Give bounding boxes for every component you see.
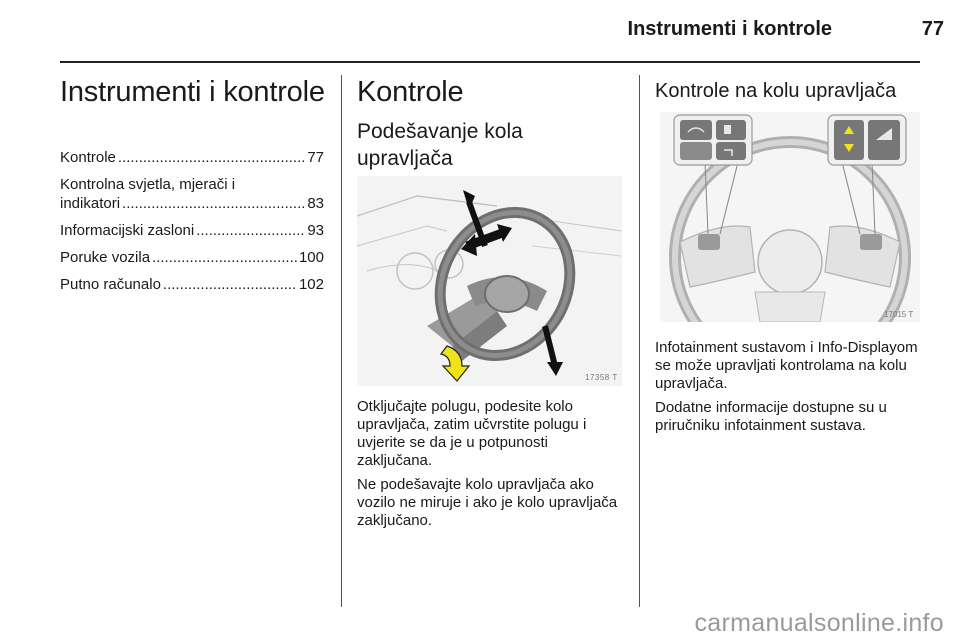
toc-entry[interactable] — [60, 248, 324, 267]
toc-page: 77 — [307, 149, 324, 166]
running-header-title: Instrumenti i kontrole — [627, 18, 832, 40]
body-paragraph: Dodatne informacije dostupne su u priručniku infotainment sustava. — [655, 399, 887, 434]
table-of-contents — [60, 148, 324, 302]
toc-leader — [122, 194, 305, 213]
toc-page: 93 — [307, 222, 324, 239]
wheel-controls-text — [655, 339, 925, 441]
section-title: Kontrole — [357, 76, 464, 108]
column-divider — [639, 75, 640, 607]
toc-leader — [196, 221, 305, 240]
toc-page: 102 — [298, 276, 324, 293]
toc-page: 83 — [307, 195, 324, 212]
toc-entry[interactable] — [60, 175, 324, 213]
steering-adjust-text — [357, 398, 627, 536]
subsection-title — [357, 118, 627, 172]
subsection-title-line: upravljača — [357, 147, 453, 170]
toc-leader — [118, 148, 305, 167]
steering-adjust-illustration — [357, 176, 622, 386]
toc-entry[interactable] — [60, 275, 324, 294]
toc-label: indikatori — [60, 195, 121, 212]
page-number: 77 — [921, 18, 944, 40]
wheel-controls-illustration — [660, 112, 920, 322]
toc-leader — [163, 275, 297, 294]
toc-leader — [152, 248, 297, 267]
column-divider — [341, 75, 342, 607]
body-paragraph: Infotainment sustavom i Info-Displayom se može upravljati kontrolama na kolu upravljača. — [655, 339, 918, 392]
wheel-controls-figure — [660, 112, 920, 322]
subsection-title-line: Podešavanje kola — [357, 120, 523, 143]
figure-code: 17015 T — [884, 310, 914, 319]
toc-label: Putno računalo — [60, 276, 161, 293]
chapter-title: Instrumenti i kontrole — [60, 76, 325, 108]
body-paragraph: Ne podešavajte kolo upravljača ako vozilo ne miruje i ako je kolo upravljača zaključano. — [357, 476, 618, 529]
steering-adjust-figure — [357, 176, 622, 386]
toc-entry[interactable] — [60, 148, 324, 167]
toc-entry[interactable] — [60, 221, 324, 240]
section-title: Kontrole na kolu upravljača — [655, 80, 897, 102]
toc-label-line1: Kontrolna svjetla, mjerači i — [60, 176, 236, 193]
header-rule — [60, 61, 920, 63]
figure-code: 17358 T — [585, 373, 618, 382]
toc-label: Poruke vozila — [60, 249, 151, 266]
toc-label: Informacijski zasloni — [60, 222, 195, 239]
watermark: carmanualsonline.info — [694, 609, 944, 637]
toc-page: 100 — [298, 249, 324, 266]
body-paragraph: Otključajte polugu, podesite kolo upravljača, zatim učvrstite polugu i uvjerite se da je u potpunosti zaključana. — [357, 398, 587, 469]
toc-label: Kontrole — [60, 149, 116, 166]
